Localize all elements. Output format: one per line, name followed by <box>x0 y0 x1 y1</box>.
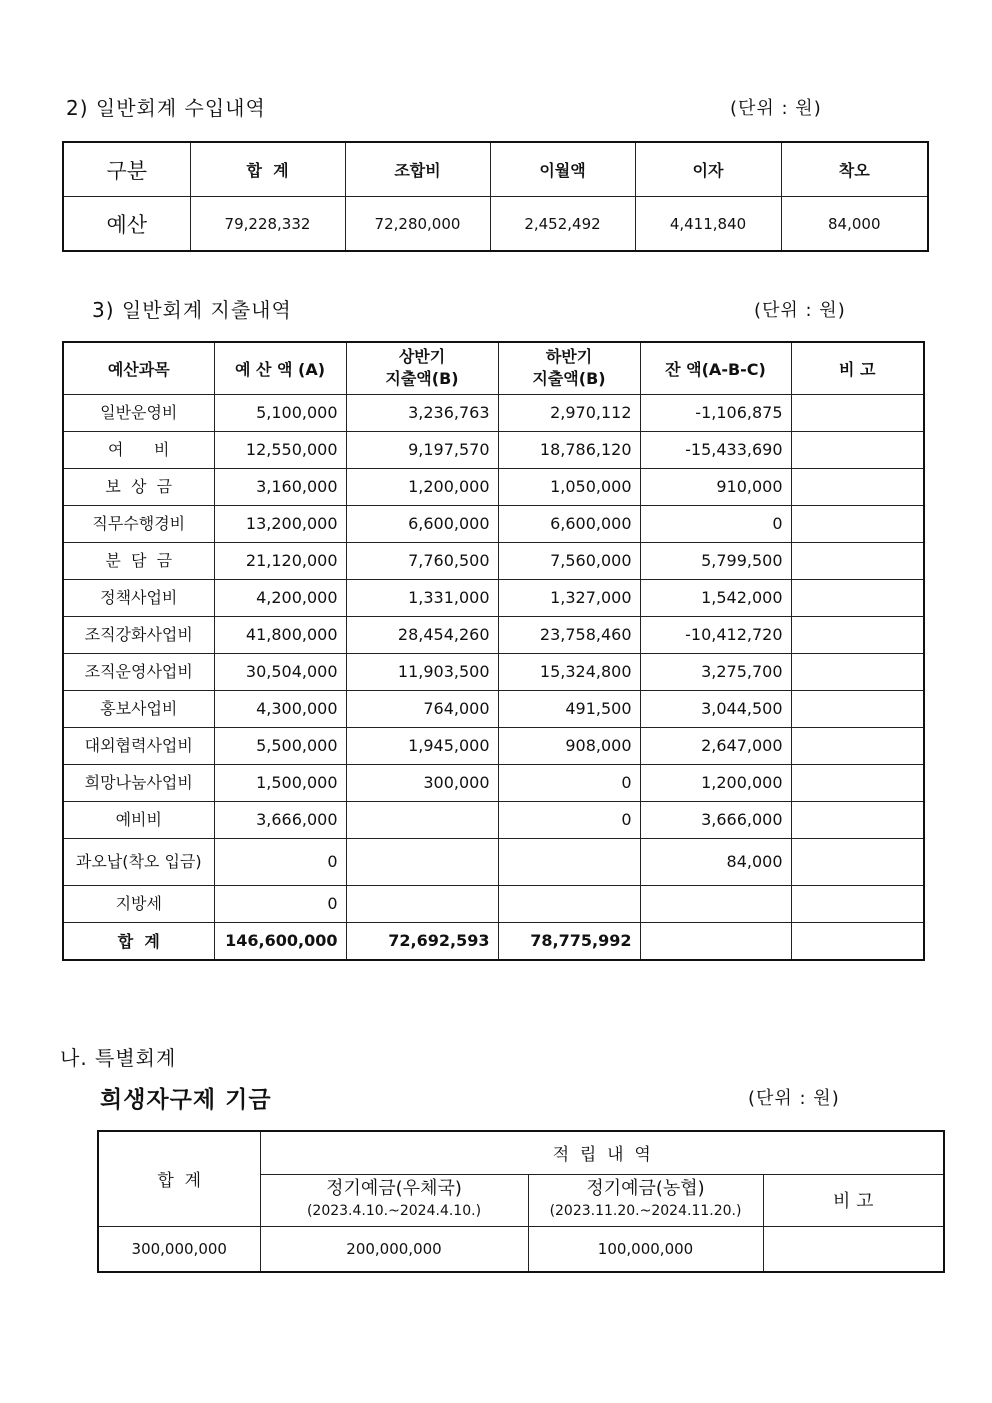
expense-category-cell: 희망나눔사업비 <box>63 764 214 801</box>
special-post-office-value: 200,000,000 <box>260 1226 528 1272</box>
special-total-value: 300,000,000 <box>98 1226 260 1272</box>
expense-category-cell: 정책사업비 <box>63 579 214 616</box>
expense-header-second-half <box>498 342 640 394</box>
expense-budget-cell: 41,800,000 <box>214 616 346 653</box>
expense-balance-cell: 910,000 <box>640 468 791 505</box>
income-total-value: 79,228,332 <box>190 197 345 252</box>
expense-note-cell <box>791 394 924 431</box>
expense-first-half-cell: 1,331,000 <box>346 579 498 616</box>
expense-row <box>63 468 924 505</box>
expense-budget-cell: 0 <box>214 838 346 885</box>
expense-second-half-cell: 1,327,000 <box>498 579 640 616</box>
expense-balance-cell: 1,542,000 <box>640 579 791 616</box>
expense-balance-cell: 5,799,500 <box>640 542 791 579</box>
expense-row <box>63 394 924 431</box>
expense-category-cell: 조직운영사업비 <box>63 653 214 690</box>
expense-first-half-cell <box>346 885 498 922</box>
income-data-row <box>63 197 928 252</box>
expense-row <box>63 764 924 801</box>
special-header-row-1 <box>98 1131 944 1174</box>
income-heading: 2) 일반회계 수입내역 <box>66 96 266 120</box>
expense-unit: (단위 : 원) <box>754 300 846 321</box>
income-row-label: 예산 <box>63 197 190 252</box>
expense-category-cell: 직무수행경비 <box>63 505 214 542</box>
expense-budget-cell: 5,500,000 <box>214 727 346 764</box>
expense-budget-cell: 21,120,000 <box>214 542 346 579</box>
income-header-row <box>63 142 928 197</box>
expense-total-row <box>63 922 924 960</box>
special-header-post-office <box>260 1174 528 1226</box>
special-header-total: 합 계 <box>98 1131 260 1226</box>
expense-budget-cell: 1,500,000 <box>214 764 346 801</box>
expense-row <box>63 885 924 922</box>
expense-category-cell: 조직강화사업비 <box>63 616 214 653</box>
income-unit: (단위 : 원) <box>730 98 822 119</box>
expense-balance-cell: 3,044,500 <box>640 690 791 727</box>
expense-category-cell: 과오납(착오 입금) <box>63 838 214 885</box>
income-table <box>62 141 929 252</box>
expense-first-half-cell: 9,197,570 <box>346 431 498 468</box>
expense-budget-cell: 3,160,000 <box>214 468 346 505</box>
expense-budget-cell: 0 <box>214 885 346 922</box>
expense-header-first-half-line2: 지출액(B) <box>385 369 459 389</box>
expense-note-cell <box>791 727 924 764</box>
expense-note-cell <box>791 838 924 885</box>
income-header-category: 구분 <box>63 142 190 197</box>
expense-first-half-cell: 1,945,000 <box>346 727 498 764</box>
special-header-post-office-line1: 정기예금(우체국) <box>326 1178 462 1199</box>
expense-table <box>62 341 925 961</box>
special-header-nonghyup <box>528 1174 763 1226</box>
special-section-title: 나. 특별회계 <box>60 1046 177 1070</box>
income-error-value: 84,000 <box>781 197 928 252</box>
expense-header-budget: 예 산 액 (A) <box>214 342 346 394</box>
income-carryover-value: 2,452,492 <box>490 197 635 252</box>
expense-balance-cell: -10,412,720 <box>640 616 791 653</box>
expense-balance-cell: 84,000 <box>640 838 791 885</box>
expense-second-half-cell: 1,050,000 <box>498 468 640 505</box>
expense-row <box>63 727 924 764</box>
expense-note-cell <box>791 542 924 579</box>
expense-second-half-cell: 908,000 <box>498 727 640 764</box>
expense-balance-cell <box>640 885 791 922</box>
expense-category-cell: 분 담 금 <box>63 542 214 579</box>
expense-category-cell: 보 상 금 <box>63 468 214 505</box>
expense-header-note: 비 고 <box>791 342 924 394</box>
special-header-post-office-line2: (2023.4.10.~2024.4.10.) <box>306 1203 482 1219</box>
expense-second-half-cell <box>498 838 640 885</box>
expense-header-row <box>63 342 924 394</box>
expense-note-cell <box>791 653 924 690</box>
expense-budget-cell: 12,550,000 <box>214 431 346 468</box>
expense-first-half-cell <box>346 801 498 838</box>
expense-header-first-half <box>346 342 498 394</box>
expense-first-half-cell: 1,200,000 <box>346 468 498 505</box>
expense-balance-cell: 3,666,000 <box>640 801 791 838</box>
expense-header-balance: 잔 액(A-B-C) <box>640 342 791 394</box>
expense-second-half-cell: 18,786,120 <box>498 431 640 468</box>
expense-budget-cell: 30,504,000 <box>214 653 346 690</box>
special-note-value <box>763 1226 944 1272</box>
expense-first-half-cell: 6,600,000 <box>346 505 498 542</box>
expense-total-category-cell: 합 계 <box>63 922 214 960</box>
income-header-error: 착오 <box>781 142 928 197</box>
expense-note-cell <box>791 801 924 838</box>
expense-balance-cell: -15,433,690 <box>640 431 791 468</box>
expense-header-category: 예산과목 <box>63 342 214 394</box>
expense-note-cell <box>791 690 924 727</box>
expense-first-half-cell: 7,760,500 <box>346 542 498 579</box>
special-header-group: 적 립 내 역 <box>260 1131 944 1174</box>
expense-note-cell <box>791 431 924 468</box>
expense-note-cell <box>791 468 924 505</box>
expense-total-second-half-cell: 78,775,992 <box>498 922 640 960</box>
expense-total-first-half-cell: 72,692,593 <box>346 922 498 960</box>
expense-second-half-cell: 6,600,000 <box>498 505 640 542</box>
income-header-total: 합 계 <box>190 142 345 197</box>
expense-second-half-cell: 491,500 <box>498 690 640 727</box>
expense-second-half-cell: 2,970,112 <box>498 394 640 431</box>
expense-first-half-cell: 28,454,260 <box>346 616 498 653</box>
income-header-dues: 조합비 <box>345 142 490 197</box>
income-dues-value: 72,280,000 <box>345 197 490 252</box>
expense-row <box>63 431 924 468</box>
expense-budget-cell: 4,200,000 <box>214 579 346 616</box>
expense-balance-cell: -1,106,875 <box>640 394 791 431</box>
expense-heading: 3) 일반회계 지출내역 <box>92 298 292 322</box>
expense-balance-cell: 2,647,000 <box>640 727 791 764</box>
expense-row <box>63 542 924 579</box>
expense-category-cell: 홍보사업비 <box>63 690 214 727</box>
expense-category-cell: 여 비 <box>63 431 214 468</box>
special-data-row <box>98 1226 944 1272</box>
expense-note-cell <box>791 885 924 922</box>
expense-row <box>63 505 924 542</box>
expense-category-cell: 대외협력사업비 <box>63 727 214 764</box>
special-heading: 희생자구제 기금 <box>100 1087 272 1113</box>
special-nonghyup-value: 100,000,000 <box>528 1226 763 1272</box>
expense-category-cell: 일반운영비 <box>63 394 214 431</box>
expense-row <box>63 838 924 885</box>
expense-row <box>63 653 924 690</box>
expense-note-cell <box>791 505 924 542</box>
expense-first-half-cell: 3,236,763 <box>346 394 498 431</box>
income-interest-value: 4,411,840 <box>635 197 781 252</box>
expense-balance-cell: 1,200,000 <box>640 764 791 801</box>
expense-budget-cell: 13,200,000 <box>214 505 346 542</box>
expense-header-second-half-line2: 지출액(B) <box>532 369 606 389</box>
expense-balance-cell: 3,275,700 <box>640 653 791 690</box>
expense-category-cell: 지방세 <box>63 885 214 922</box>
expense-second-half-cell: 23,758,460 <box>498 616 640 653</box>
expense-header-second-half-line1: 하반기 <box>545 347 593 367</box>
expense-category-cell: 예비비 <box>63 801 214 838</box>
expense-balance-cell: 0 <box>640 505 791 542</box>
expense-total-note-cell <box>791 922 924 960</box>
special-table <box>97 1130 945 1273</box>
expense-row <box>63 690 924 727</box>
special-unit: (단위 : 원) <box>748 1088 840 1109</box>
expense-row <box>63 616 924 653</box>
expense-note-cell <box>791 764 924 801</box>
expense-first-half-cell: 764,000 <box>346 690 498 727</box>
expense-second-half-cell: 0 <box>498 764 640 801</box>
expense-second-half-cell: 15,324,800 <box>498 653 640 690</box>
special-header-nonghyup-line2: (2023.11.20.~2024.11.20.) <box>549 1203 742 1219</box>
special-header-note: 비 고 <box>763 1174 944 1226</box>
expense-note-cell <box>791 616 924 653</box>
income-header-carryover: 이월액 <box>490 142 635 197</box>
expense-first-half-cell: 300,000 <box>346 764 498 801</box>
income-header-interest: 이자 <box>635 142 781 197</box>
expense-total-balance-cell <box>640 922 791 960</box>
expense-second-half-cell <box>498 885 640 922</box>
expense-header-first-half-line1: 상반기 <box>398 347 446 367</box>
expense-budget-cell: 5,100,000 <box>214 394 346 431</box>
expense-total-budget-cell: 146,600,000 <box>214 922 346 960</box>
expense-note-cell <box>791 579 924 616</box>
expense-row <box>63 579 924 616</box>
expense-second-half-cell: 7,560,000 <box>498 542 640 579</box>
expense-first-half-cell <box>346 838 498 885</box>
expense-first-half-cell: 11,903,500 <box>346 653 498 690</box>
expense-budget-cell: 3,666,000 <box>214 801 346 838</box>
special-header-nonghyup-line1: 정기예금(농협) <box>586 1178 705 1199</box>
expense-budget-cell: 4,300,000 <box>214 690 346 727</box>
expense-second-half-cell: 0 <box>498 801 640 838</box>
expense-row <box>63 801 924 838</box>
